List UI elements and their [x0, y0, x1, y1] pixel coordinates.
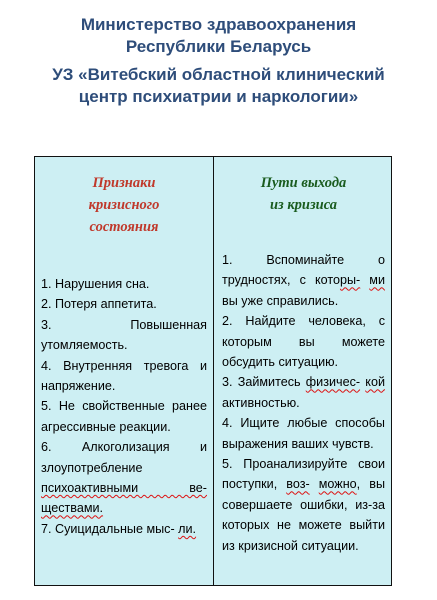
ways-out-column-title — [222, 172, 385, 232]
ways-item-1 — [222, 250, 385, 311]
ways-out-column — [214, 157, 391, 585]
signs-column — [35, 157, 214, 585]
signs-title-line-1: Признаки — [92, 175, 156, 191]
signs-item-4: 4. Внутренняя тревога и напряжение. — [41, 358, 207, 394]
signs-item-2: 2. Потеря аппетита. — [41, 297, 157, 312]
signs-item-3: 3. Повышенная утомляемость. — [41, 317, 207, 353]
signs-title-line-3: состояния — [89, 219, 159, 235]
signs-list — [41, 274, 207, 539]
ways-item-3-hyphen: физичес- — [305, 375, 361, 390]
ways-item-1-hyphen: ры- — [339, 273, 361, 288]
ways-item-1-text: 1. Вспоминайте о трудностях, с кото — [222, 253, 385, 288]
organization-line-2: Республики Беларусь — [125, 37, 312, 56]
ways-item-5-cont: можно — [318, 477, 357, 492]
organization-name — [0, 14, 437, 58]
signs-column-title — [41, 172, 207, 244]
organization-line-1: Министерство здравоохранения — [80, 15, 357, 34]
signs-item-7 — [41, 519, 207, 539]
ways-out-list — [222, 250, 385, 556]
ways-title-line-1: Пути выхода — [260, 175, 347, 191]
signs-item-6 — [41, 437, 207, 519]
ways-item-3 — [222, 372, 385, 413]
signs-item-7-end: ли. — [178, 521, 197, 536]
ways-item-3-cont: кой — [365, 375, 385, 390]
ways-item-1-cont: ми — [369, 273, 385, 288]
crisis-table — [34, 156, 392, 586]
signs-title-line-2: кризисного — [88, 197, 160, 213]
institution-line-1: УЗ «Витебский областной клинический — [52, 65, 385, 84]
signs-item-1: 1. Нарушения сна. — [41, 277, 150, 291]
ways-item-5 — [222, 454, 385, 556]
signs-item-6-continued: психоактивными ве- — [41, 481, 207, 496]
signs-item-6-text: 6. Алкоголизация и злоупотребление — [41, 440, 207, 475]
ways-item-3-text: 3. Займитесь — [222, 375, 306, 390]
ways-item-1-end: вы уже справились. — [222, 293, 339, 308]
ways-item-2: 2. Найдите человека, с которым вы можете обсудить ситуацию. — [222, 314, 385, 370]
ways-title-line-2: из кризиса — [269, 197, 338, 213]
ways-item-3-end: активностью. — [222, 395, 300, 410]
institution-line-2: центр психиатрии и наркологии» — [78, 87, 359, 106]
signs-item-7-text: 7. Суицидальные мыс- — [41, 521, 175, 536]
signs-item-5: 5. Не свойственные ранее агрессивные реакции. — [41, 399, 207, 434]
ways-item-5-hyphen: воз- — [286, 477, 310, 492]
ways-item-5-text: 5. Проанализируйте свои поступки, — [222, 457, 385, 492]
document-header — [0, 14, 437, 108]
signs-item-6-end: ществами. — [41, 501, 104, 516]
ways-item-5-end: , вы совершаете ошибки, из-за которых не можете выйти из кризисной ситуации. — [222, 477, 385, 553]
ways-item-4: 4. Ищите любые способы выражения ваших чувств. — [222, 416, 385, 451]
institution-name — [0, 64, 437, 108]
